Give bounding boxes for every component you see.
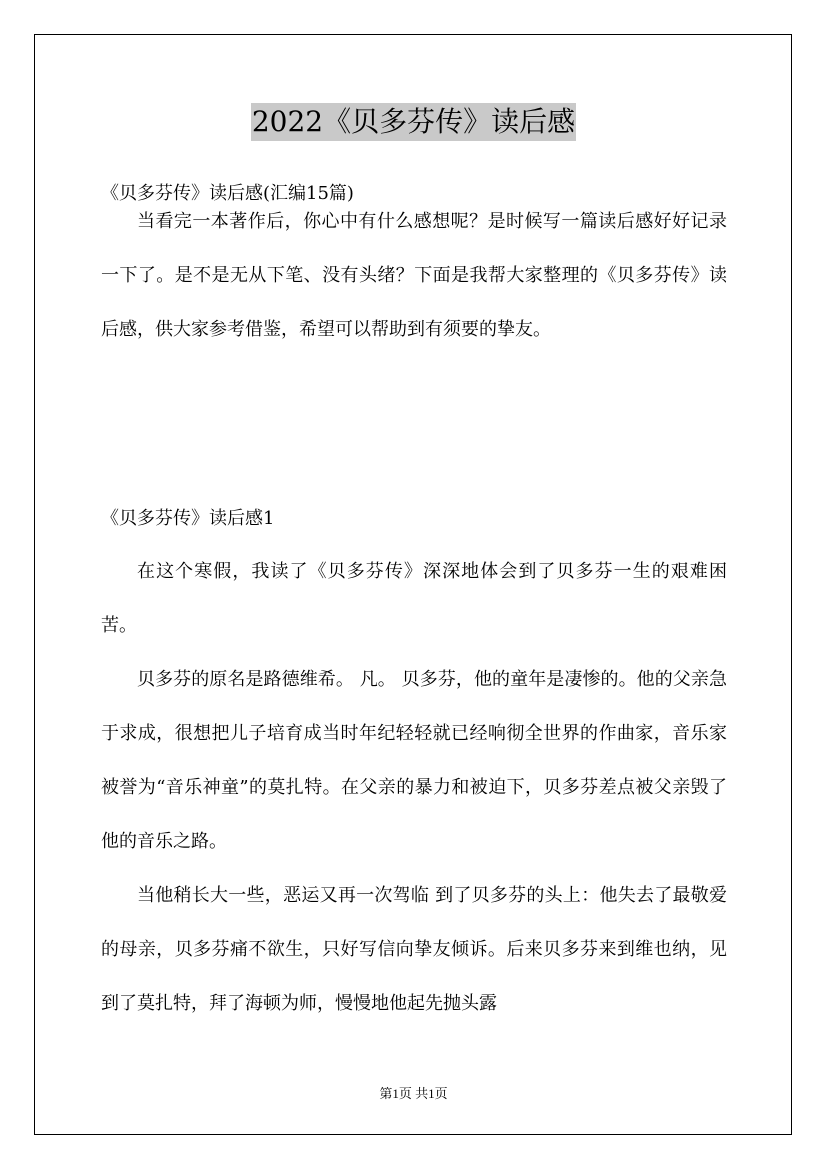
body-paragraph: 当他稍长大一些，恶运又再一次驾临 到了贝多芬的头上：他失去了最敬爱的母亲，贝多芬痛不欲生，只好写信向挚友倾诉。后来贝多芬来到维也纳，见到了莫扎特，拜了海顿为师，慢慢地他起先抛头露 — [101, 885, 727, 1014]
page-footer: 第1页 共1页 — [379, 1086, 448, 1101]
section-heading: 《贝多芬传》读后感1 — [101, 508, 275, 529]
title-container — [0, 103, 827, 141]
body-paragraph: 在这个寒假，我读了《贝多芬传》深深地体会到了贝多芬一生的艰难困苦。 — [101, 561, 727, 636]
document-title: 2022《贝多芬传》读后感 — [251, 103, 576, 141]
body-paragraph: 贝多芬的原名是路德维希。 凡。 贝多芬，他的童年是凄惨的。他的父亲急于求成，很想把儿子培育成当时年纪轻轻就已经响彻全世界的作曲家，音乐家被誉为“音乐神童”的莫扎特。在父亲的暴力和被迫下，贝多芬差点被父亲毁了他的音乐之路。 — [101, 669, 727, 852]
document-subtitle: 《贝多芬传》读后感(汇编15篇) — [101, 183, 354, 204]
intro-section — [101, 195, 727, 357]
section-body — [101, 545, 727, 1031]
intro-paragraph: 当看完一本著作后，你心中有什么感想呢？是时候写一篇读后感好好记录一下了。是不是无从下笔、没有头绪？下面是我帮大家整理的《贝多芬传》读后感，供大家参考借鉴，希望可以帮助到有须要的挚友。 — [101, 211, 727, 340]
